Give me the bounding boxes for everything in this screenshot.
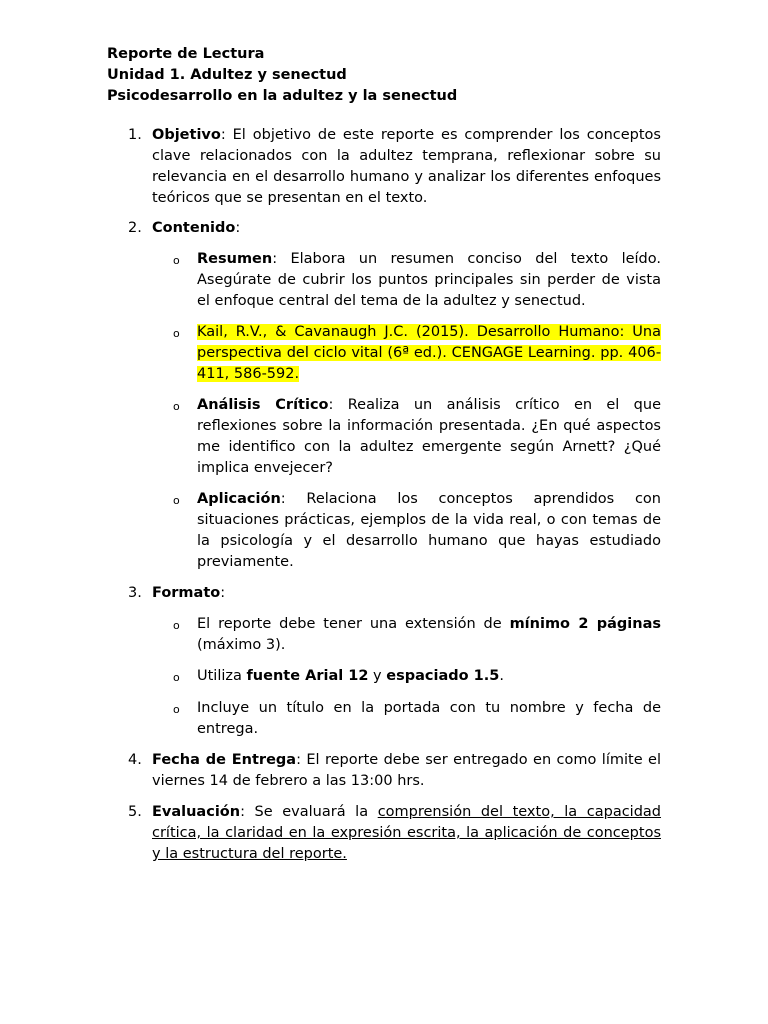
contenido-reference bbox=[197, 322, 661, 385]
sub-text: : Elabora un resumen conciso del texto leído. Asegúrate de cubrir los puntos principales sin perder de vista el enfoque central del tema de la adultez y senectud. bbox=[197, 251, 661, 309]
contenido-resumen bbox=[197, 249, 661, 312]
underlined-text: comprensión del texto, la capacidad crítica, la claridad en la expresión escrita, la aplicación de conceptos y la estructura del reporte. bbox=[152, 804, 662, 862]
bullet-marker: o bbox=[173, 494, 180, 507]
item-formato bbox=[152, 583, 661, 604]
sub-bold: espaciado 1.5 bbox=[386, 668, 500, 684]
item-label: Fecha de Entrega bbox=[152, 752, 297, 768]
header-unit: Unidad 1. Adultez y senectud bbox=[107, 67, 347, 83]
header-title: Reporte de Lectura bbox=[107, 46, 265, 62]
sub-bold: fuente Arial 12 bbox=[246, 668, 369, 684]
item-objetivo bbox=[152, 125, 661, 209]
sub-text: (máximo 3). bbox=[197, 637, 286, 653]
item-number: 2. bbox=[128, 220, 142, 236]
item-text: : bbox=[220, 585, 226, 601]
sub-label: Aplicación bbox=[197, 491, 281, 507]
header-topic: Psicodesarrollo en la adultez y la senectud bbox=[107, 88, 458, 104]
item-number: 1. bbox=[128, 127, 142, 143]
highlighted-reference: Kail, R.V., & Cavanaugh J.C. (2015). Desarrollo Humano: Una perspectiva del ciclo vital (6ª ed.). CENGAGE Learning. pp. 406-411, 586-592. bbox=[197, 324, 661, 382]
bullet-marker: o bbox=[173, 671, 180, 684]
formato-extension bbox=[197, 614, 661, 656]
item-label: Contenido bbox=[152, 220, 236, 236]
formato-fuente bbox=[197, 666, 661, 687]
item-text: : El reporte debe ser entregado en como límite el viernes 14 de febrero a las 13:00 hrs. bbox=[152, 752, 661, 789]
contenido-analisis bbox=[197, 395, 661, 479]
item-text: : El objetivo de este reporte es comprender los conceptos clave relacionados con la adultez temprana, reflexionar sobre su relevancia en el desarrollo humano y analizar los diferentes enfoques teóricos que se presentan en el texto. bbox=[152, 127, 661, 206]
sub-text: y bbox=[368, 668, 387, 684]
sub-label: Resumen bbox=[197, 251, 273, 267]
sub-label: Análisis Crítico bbox=[197, 397, 329, 413]
item-label: Objetivo bbox=[152, 127, 221, 143]
document-header bbox=[107, 44, 667, 107]
item-label: Formato bbox=[152, 585, 221, 601]
sub-text: : Realiza un análisis crítico en el que reflexiones sobre la información presentada. ¿En qué aspectos me identifico con la adultez emergente según Arnett? ¿Qué implica envejecer? bbox=[197, 397, 661, 476]
formato-titulo bbox=[197, 698, 661, 740]
item-evaluacion bbox=[152, 802, 661, 865]
sub-text: . bbox=[499, 668, 504, 684]
bullet-marker: o bbox=[173, 703, 180, 716]
bullet-marker: o bbox=[173, 619, 180, 632]
item-fecha bbox=[152, 750, 661, 792]
bullet-marker: o bbox=[173, 327, 180, 340]
bullet-marker: o bbox=[173, 400, 180, 413]
item-label: Evaluación bbox=[152, 804, 241, 820]
item-contenido bbox=[152, 218, 661, 239]
contenido-aplicacion bbox=[197, 489, 661, 573]
item-text: : Se evaluará la bbox=[240, 804, 378, 820]
item-number: 3. bbox=[128, 585, 142, 601]
item-number: 5. bbox=[128, 804, 142, 820]
item-number: 4. bbox=[128, 752, 142, 768]
sub-bold: mínimo 2 páginas bbox=[509, 616, 661, 632]
sub-text: El reporte debe tener una extensión de bbox=[197, 616, 510, 632]
sub-text: Incluye un título en la portada con tu nombre y fecha de entrega. bbox=[197, 700, 661, 737]
item-text: : bbox=[235, 220, 241, 236]
bullet-marker: o bbox=[173, 254, 180, 267]
sub-text: Utiliza bbox=[197, 668, 247, 684]
sub-text: : Relaciona los conceptos aprendidos con situaciones prácticas, ejemplos de la vida real, o con temas de la psicología y el desarrollo humano que hayas estudiado previamente. bbox=[197, 491, 661, 570]
